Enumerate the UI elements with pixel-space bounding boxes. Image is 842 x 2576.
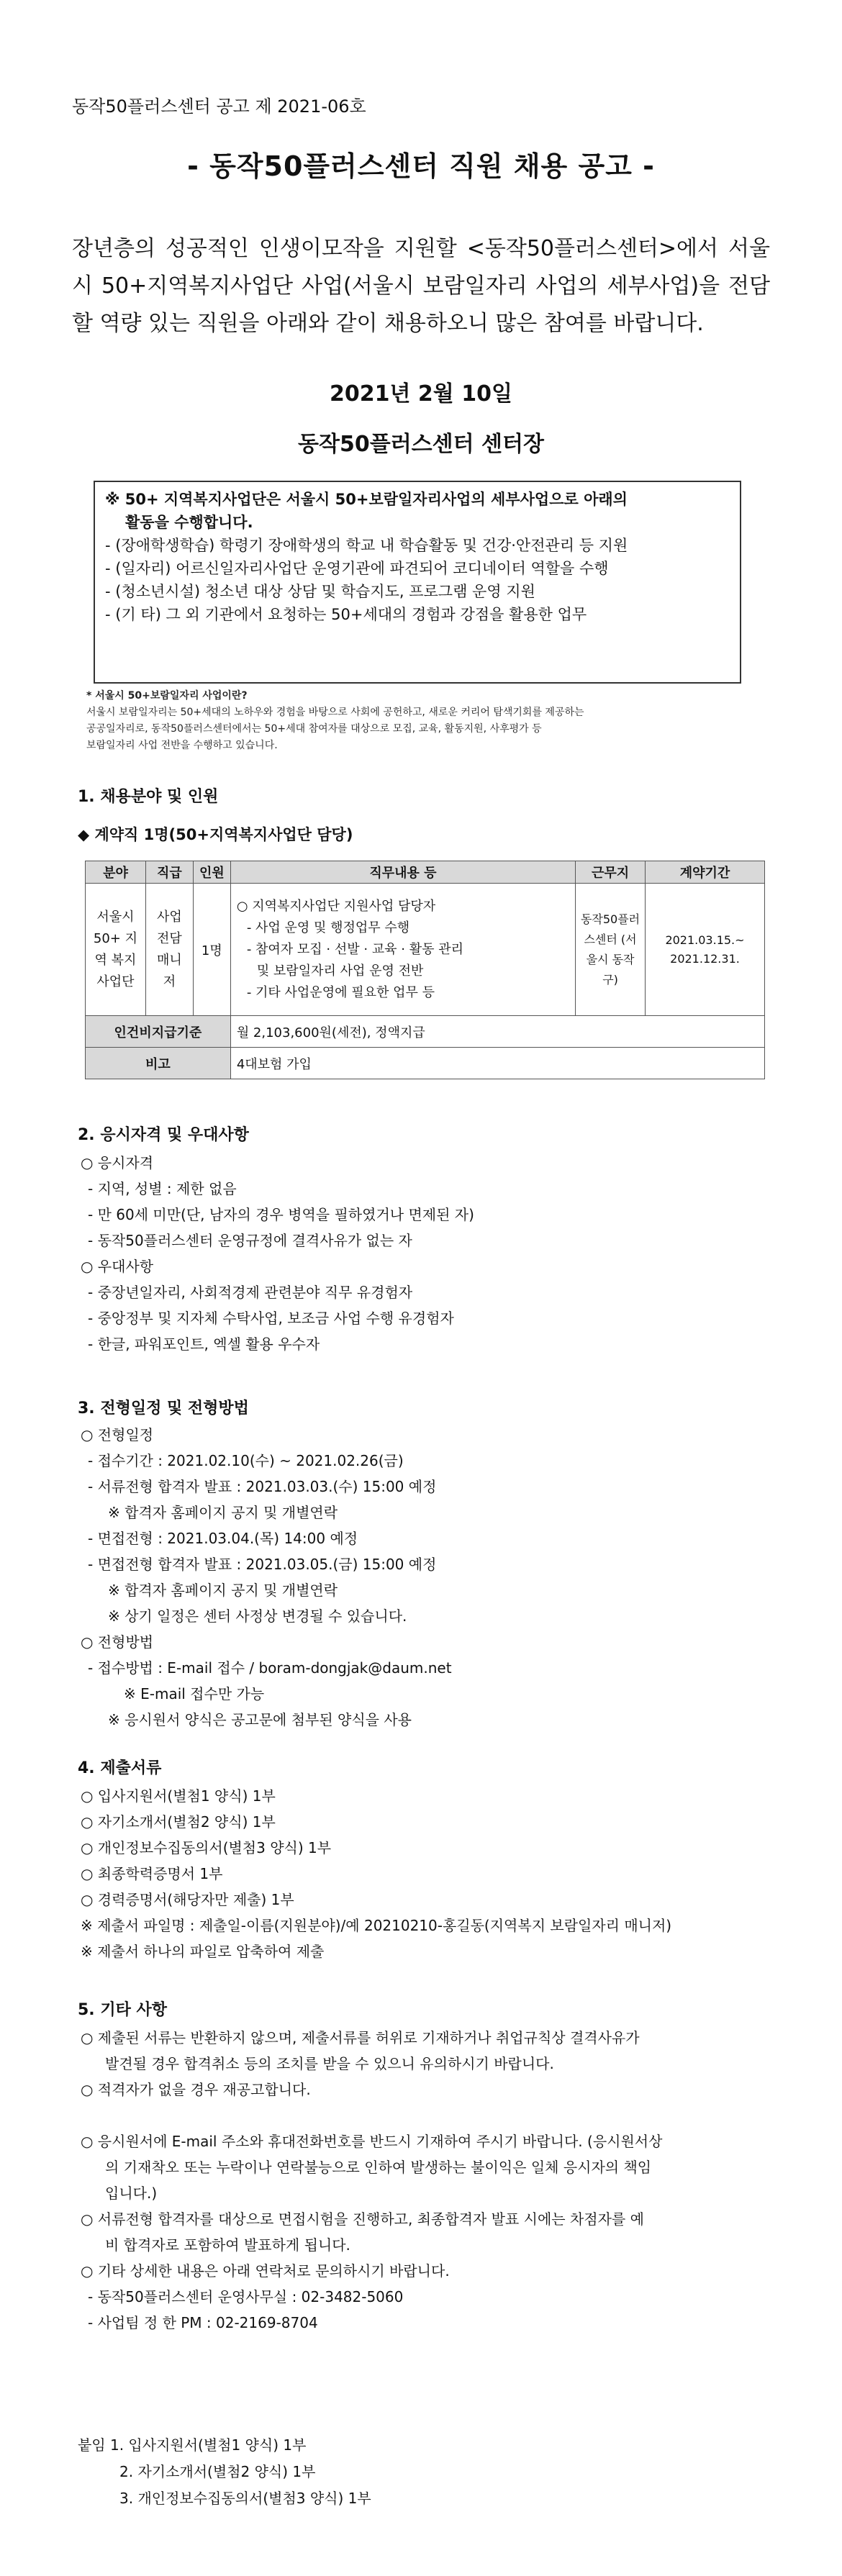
list-item: 입니다.) bbox=[105, 2185, 158, 2202]
section-3-heading: 3. 전형일정 및 전형방법 bbox=[78, 1400, 249, 1418]
list-item: - 서류전형 합격자 발표 : 2021.03.03.(수) 15:00 예정 bbox=[88, 1478, 437, 1495]
list-item: ○ 경력증명서(해당자만 제출) 1부 bbox=[81, 1891, 294, 1908]
list-item: ※ 제출서 파일명 : 제출일-이름(지원분야)/예 20210210-홍길동(지역복지 보람일자리 매니저) bbox=[81, 1917, 672, 1934]
list-item: - 만 60세 미만(단, 남자의 경우 병역을 필하였거나 면제된 자) bbox=[88, 1206, 474, 1223]
section-2-body bbox=[81, 1150, 474, 1357]
list-item: ※ 합격자 홈페이지 공지 및 개별연락 bbox=[108, 1504, 338, 1521]
list-item: - 면접전형 : 2021.03.04.(목) 14:00 예정 bbox=[88, 1530, 358, 1547]
attachment-item: 2. 자기소개서(별첨2 양식) 1부 bbox=[119, 2463, 316, 2480]
table-header: 근무지 bbox=[576, 861, 646, 884]
footnote-line: 서울시 보람일자리는 50+세대의 노하우와 경험을 바탕으로 사회에 공헌하고, 새로운 커리어 탐색기회를 제공하는 bbox=[86, 707, 584, 718]
job-table bbox=[85, 861, 765, 1079]
spacer bbox=[81, 2103, 662, 2128]
table-row bbox=[86, 1016, 765, 1048]
section-5-body bbox=[81, 2025, 662, 2336]
table-row bbox=[86, 1048, 765, 1079]
footnote-line: 보람일자리 사업 전반을 수행하고 있습니다. bbox=[86, 740, 278, 751]
info-box-item: - (일자리) 어르신일자리사업단 운영기관에 파견되어 코디네이터 역할을 수행 bbox=[105, 560, 609, 577]
cell-grade: 사업 전담 매니저 bbox=[145, 884, 193, 1016]
list-item: - 동작50플러스센터 운영사무실 : 02-3482-5060 bbox=[88, 2288, 404, 2305]
pay-value: 월 2,103,600원(세전), 정액지급 bbox=[230, 1016, 764, 1048]
attachment-item: 3. 개인정보수집동의서(별첨3 양식) 1부 bbox=[119, 2490, 371, 2507]
table-header: 직급 bbox=[145, 861, 193, 884]
page-title: - 동작50플러스센터 직원 채용 공고 - bbox=[187, 150, 655, 182]
info-box-item: - (청소년시설) 청소년 대상 상담 및 학습지도, 프로그램 운영 지원 bbox=[105, 583, 535, 600]
list-item: ※ 합격자 홈페이지 공지 및 개별연락 bbox=[108, 1582, 338, 1599]
info-box-item: - (장애학생학습) 학령기 장애학생의 학교 내 학습활동 및 건강·안전관리 등 지원 bbox=[105, 537, 628, 554]
list-item: - 동작50플러스센터 운영규정에 결격사유가 없는 자 bbox=[88, 1232, 412, 1249]
list-item: ○ 개인정보수집동의서(별첨3 양식) 1부 bbox=[81, 1839, 332, 1856]
intro-paragraph: 장년층의 성공적인 인생이모작을 지원할 <동작50플러스센터>에서 서울시 50+지역복지사업단 사업(서울시 보람일자리 사업의 세부사업)을 전담할 역량 있는 직원을 아래와 같이 채용하오니 많은 참여를 바랍니다. bbox=[72, 236, 770, 336]
duty-line: 및 보람일자리 사업 운영 전반 bbox=[256, 963, 424, 979]
list-item: ○ 입사지원서(별첨1 양식) 1부 bbox=[81, 1787, 276, 1805]
table-header-row bbox=[86, 861, 765, 884]
list-item: 비 합격자로 포함하여 발표하게 됩니다. bbox=[105, 2236, 350, 2254]
list-item: - 면접전형 합격자 발표 : 2021.03.05.(금) 15:00 예정 bbox=[88, 1556, 437, 1573]
list-item: ※ 제출서 하나의 파일로 압축하여 제출 bbox=[81, 1943, 325, 1960]
info-box bbox=[94, 481, 741, 684]
info-box-line: ※ 50+ 지역복지사업단은 서울시 50+보람일자리사업의 세부사업으로 아래의 bbox=[105, 491, 628, 508]
section-2-heading: 2. 응시자격 및 우대사항 bbox=[78, 1126, 249, 1144]
section-4-heading: 4. 제출서류 bbox=[78, 1759, 162, 1777]
list-item: ○ 적격자가 없을 경우 재공고합니다. bbox=[81, 2081, 311, 2098]
issuer: 동작50플러스센터 센터장 bbox=[298, 432, 544, 457]
list-item: - 한글, 파워포인트, 엑셀 활용 우수자 bbox=[88, 1335, 320, 1353]
list-item: - 지역, 성별 : 제한 없음 bbox=[88, 1180, 237, 1197]
cell-period: 2021.03.15.~ 2021.12.31. bbox=[645, 884, 764, 1016]
list-item: 의 기재착오 또는 누락이나 연락불능으로 인하여 발생하는 불이익은 일체 응시자의 책임 bbox=[105, 2159, 652, 2176]
list-item: - 중장년일자리, 사회적경제 관련분야 직무 유경험자 bbox=[88, 1284, 413, 1301]
cell-field: 서울시 50+ 지역 복지 사업단 bbox=[86, 884, 146, 1016]
list-item: - 접수방법 : E-mail 접수 / boram-dongjak@daum.net bbox=[88, 1659, 452, 1677]
note-value: 4대보험 가입 bbox=[230, 1048, 764, 1079]
notice-date: 2021년 2월 10일 bbox=[330, 381, 512, 407]
section-4-body bbox=[81, 1783, 671, 1964]
notice-number: 동작50플러스센터 공고 제 2021-06호 bbox=[72, 96, 366, 117]
list-item: ○ 최종학력증명서 1부 bbox=[81, 1865, 223, 1882]
info-box-item: - (기 타) 그 외 기관에서 요청하는 50+세대의 경험과 강점을 활용한 업무 bbox=[105, 606, 587, 623]
duty-line: - 기타 사업운영에 필요한 업무 등 bbox=[246, 984, 435, 1000]
list-item: ○ 기타 상세한 내용은 아래 연락처로 문의하시기 바랍니다. bbox=[81, 2262, 450, 2280]
footnote-heading: * 서울시 50+보람일자리 사업이란? bbox=[86, 690, 248, 702]
list-item: ※ E-mail 접수만 가능 bbox=[124, 1685, 265, 1702]
list-item: ○ 응시자격 bbox=[81, 1154, 154, 1171]
list-item: ※ 상기 일정은 센터 사정상 변경될 수 있습니다. bbox=[108, 1607, 407, 1625]
attachment-item: 붙임 1. 입사지원서(별첨1 양식) 1부 bbox=[78, 2436, 307, 2454]
list-item: - 접수기간 : 2021.02.10(수) ~ 2021.02.26(금) bbox=[88, 1452, 404, 1469]
table-header: 직무내용 등 bbox=[230, 861, 575, 884]
section-5-heading: 5. 기타 사항 bbox=[78, 2001, 167, 2019]
table-row bbox=[86, 884, 765, 1016]
table-header: 분야 bbox=[86, 861, 146, 884]
table-header: 인원 bbox=[193, 861, 230, 884]
duty-line: - 사업 운영 및 행정업무 수행 bbox=[246, 920, 410, 935]
list-item: ○ 자기소개서(별첨2 양식) 1부 bbox=[81, 1813, 276, 1831]
list-item: 발견될 경우 합격취소 등의 조치를 받을 수 있으니 유의하시기 바랍니다. bbox=[105, 2055, 554, 2072]
table-header: 계약기간 bbox=[645, 861, 764, 884]
section-3-body bbox=[81, 1422, 452, 1733]
list-item: ○ 제출된 서류는 반환하지 않으며, 제출서류를 허위로 기재하거나 취업규칙상 결격사유가 bbox=[81, 2029, 640, 2046]
section-1-subheading: ◆ 계약직 1명(50+지역복지사업단 담당) bbox=[78, 826, 353, 843]
note-label: 비고 bbox=[86, 1048, 231, 1079]
attachments bbox=[78, 2432, 371, 2512]
duty-line: ○ 지역복지사업단 지원사업 담당자 bbox=[236, 898, 436, 914]
list-item: ○ 전형방법 bbox=[81, 1633, 154, 1651]
list-item: ○ 서류전형 합격자를 대상으로 면접시험을 진행하고, 최종합격자 발표 시에는 차점자를 예 bbox=[81, 2210, 644, 2228]
info-box-line: 활동을 수행합니다. bbox=[125, 514, 253, 531]
section-1-heading: 1. 채용분야 및 인원 bbox=[78, 788, 219, 806]
list-item: ○ 응시원서에 E-mail 주소와 휴대전화번호를 반드시 기재하여 주시기 바랍니다. (응시원서상 bbox=[81, 2133, 663, 2150]
list-item: ※ 응시원서 양식은 공고문에 첨부된 양식을 사용 bbox=[108, 1711, 412, 1728]
footnote bbox=[86, 688, 763, 754]
cell-workplace: 동작50플러스센터 (서울시 동작구) bbox=[576, 884, 646, 1016]
list-item: ○ 우대사항 bbox=[81, 1258, 154, 1275]
pay-label: 인건비지급기준 bbox=[86, 1016, 231, 1048]
list-item: - 사업팀 정 한 PM : 02-2169-8704 bbox=[88, 2314, 318, 2331]
footnote-line: 공공일자리로, 동작50플러스센터에서는 50+세대 참여자를 대상으로 모집, 교육, 활동지원, 사후평가 등 bbox=[86, 723, 542, 735]
list-item: - 중앙정부 및 지자체 수탁사업, 보조금 사업 수행 유경험자 bbox=[88, 1310, 454, 1327]
cell-count: 1명 bbox=[193, 884, 230, 1016]
list-item: ○ 전형일정 bbox=[81, 1426, 154, 1443]
duty-line: - 참여자 모집 · 선발 · 교육 · 활동 관리 bbox=[246, 941, 464, 957]
cell-duties bbox=[230, 884, 575, 1016]
